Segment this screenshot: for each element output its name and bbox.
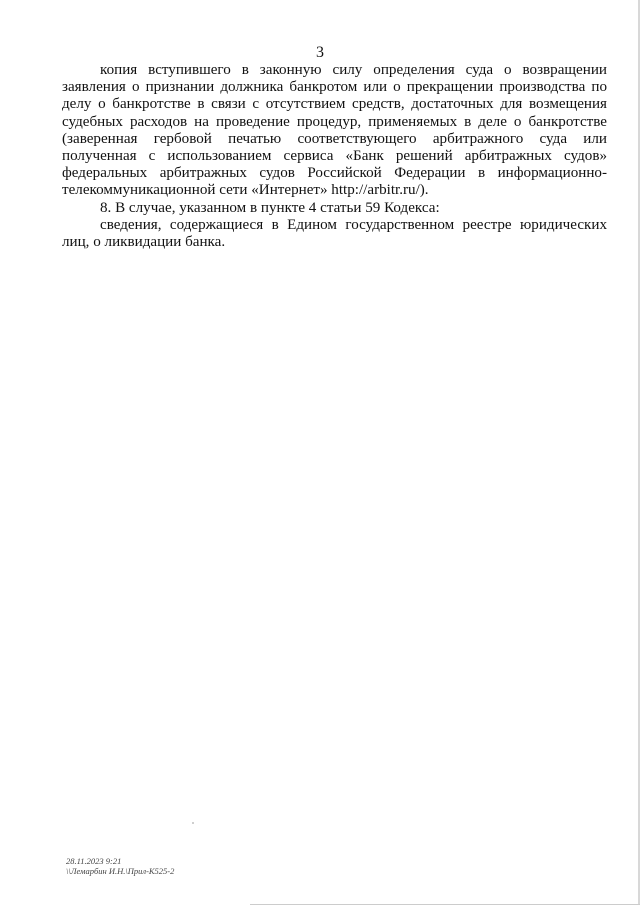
- document-body: [62, 62, 607, 251]
- page-number: 3: [316, 44, 324, 61]
- scan-speck: [192, 822, 194, 824]
- paragraph-registry-info: сведения, содержащиеся в Едином государственном реестре юридических лиц, о ликвидации банка.: [62, 216, 607, 251]
- paragraph-court-ruling-copy: копия вступившего в законную силу определения суда о возвращении заявления о признании должника банкротом или о прекращении производства по делу о банкротстве в связи с отсутствием средств, достаточных для возмещения судебных расходов на проведение процедур, применяемых в деле о банкротстве (заверенная гербовой печатью соответствующего арбитражного суда или полученная с использованием сервиса «Банк решений арбитражных судов» федеральных арбитражных судов Российской Федерации в информационно-телекоммуникационной сети «Интернет» http://arbitr.ru/).: [62, 62, 607, 199]
- list-item-8: 8. В случае, указанном в пункте 4 статьи 59 Кодекса:: [100, 199, 440, 216]
- footer-timestamp: 28.11.2023 9:21: [66, 856, 122, 866]
- footer-file-ref: \\Лемарбин И.Н.\Прил-К525-2: [66, 866, 175, 876]
- document-footer: [66, 856, 174, 876]
